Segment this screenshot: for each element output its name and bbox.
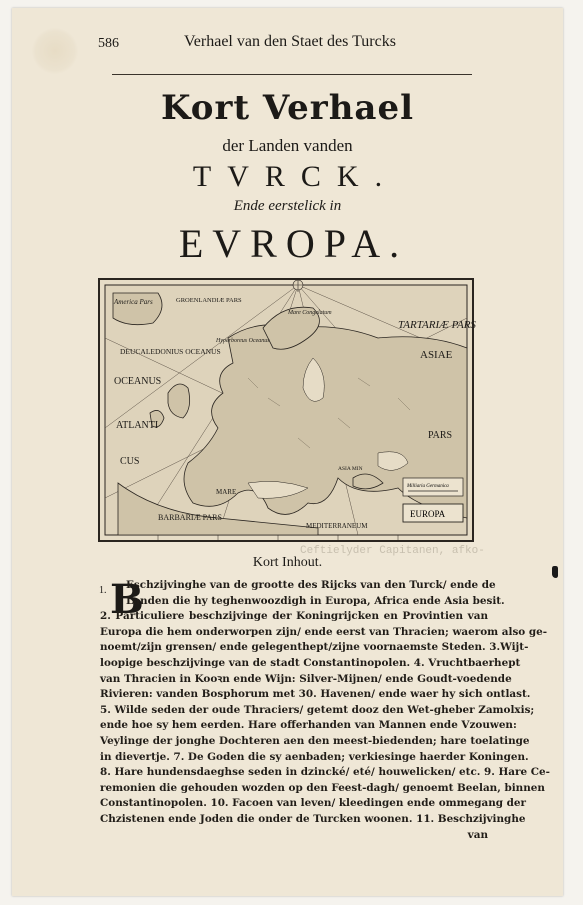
map-label-cus: CUS — [120, 456, 140, 467]
map-scale-label: Milliaria Germanica — [407, 484, 449, 489]
map-label-asiae: ASIAE — [420, 349, 453, 361]
europe-map — [98, 278, 474, 542]
map-label-atlanti: ATLANTI — [116, 420, 159, 431]
map-label-barbariae: BARBARIÆ PARS — [158, 513, 222, 522]
summary-line: van Thracien in Kooꝛn ende Wijn: Silver-Mijnen/ ende Goudt-voedende — [100, 672, 512, 685]
summary-line: 2. Particuliere beschzijvinge der Koningrijcken en Provintien van — [100, 610, 488, 623]
summary-line: Europa die hem onderworpen zijn/ ende eerst van Thracien; waerom also ge- — [100, 625, 548, 638]
map-label-groenland: GROENLANDIÆ PARS — [176, 297, 242, 304]
summary-catchword: van — [467, 828, 488, 841]
summary-line: Eschzijvinghe van de grootte des Rijcks van den Turck/ ende de — [126, 579, 496, 591]
summary-line: Rivieren: vanden Bosphorum met 30. Havenen/ ende waer hy sich ontlast. — [100, 688, 531, 701]
summary-line: Veylinge der jonghe Dochteren aen den meest-biedenden; hare toelatinge — [100, 734, 530, 747]
map-label-america: America Pars — [114, 298, 153, 306]
paper-stain — [32, 28, 78, 74]
title-line-4: Ende eerstelick in — [233, 198, 342, 214]
map-label-mare: MARE — [216, 488, 237, 496]
ink-mark — [552, 566, 558, 578]
header-rule — [112, 74, 472, 75]
section-heading: Kort Inhout. — [252, 555, 323, 570]
title-line-3: TVRCK. — [192, 160, 399, 193]
map-cartouche-title: EUROPA — [410, 509, 446, 519]
summary-text — [100, 578, 550, 843]
summary-line: Chzistenen ende Joden die onder de Turcken woonen. 11. Beschzijvinghe — [100, 812, 526, 825]
running-title: Verhael van den Staet des Turcks — [184, 33, 396, 50]
title-line-5: EVROPA. — [178, 221, 409, 266]
summary-line: ende hoe sy hem eerden. Hare offerhanden van Mannen ende Vzouwen: — [100, 719, 517, 732]
map-label-mare-congelatum: Mare Congelatum — [288, 310, 332, 316]
drop-cap: B — [110, 576, 144, 623]
map-label-asia-min: ASIA MIN — [338, 466, 363, 472]
map-label-mediterraneum: MEDITERRANEUM — [306, 522, 368, 530]
summary-line: in dievertje. 7. De Goden die sy aenbaden; verkiesinge haerder Koningen. — [100, 750, 529, 763]
map-label-pars: PARS — [428, 430, 453, 441]
map-label-hyperboreus: Hyperboreus Oceanus — [216, 338, 270, 344]
map-label-deucaledonius: DEUCALEDONIUS OCEANUS — [120, 347, 221, 356]
map-label-tartariae: TARTARIÆ PARS — [398, 319, 476, 331]
summary-line: 5. Wilde seden der oude Thraciers/ getemt dooz den Wet-gheber Zamolxis; — [100, 703, 535, 716]
show-through-text: Ceftielyder Capitanen, afko- — [300, 545, 485, 557]
page-number: 586 — [98, 36, 119, 51]
summary-line: remonien die gehouden wozden op den Feest-dagh/ genoemt Beelan, binnen — [100, 781, 545, 794]
summary-line: 8. Hare hundensdaeghse seden in dzincké/ eté/ houwelicken/ etc. 9. Hare Ce- — [100, 766, 550, 779]
summary-line: Landen die hy teghenwoozdigh in Europa, Africa ende Asia besit. — [126, 594, 505, 607]
first-item-number: 1. — [99, 585, 107, 596]
title-line-2: der Landen vanden — [222, 136, 353, 155]
summary-line: loopige beschzijvinge van de stadt Constantinopolen. 4. Vruchtbaerhept — [100, 656, 521, 669]
map-label-oceanus: OCEANUS — [114, 376, 162, 387]
summary-line: noemt/zijn grensen/ ende gelegenthept/zijne voornaemste Steden. 3.Wijt- — [100, 641, 529, 654]
summary-line: Constantinopolen. 10. Facoen van leven/ kleedingen ende ommegang der — [100, 797, 527, 810]
title-line-1: Kort Verhael — [160, 88, 415, 128]
